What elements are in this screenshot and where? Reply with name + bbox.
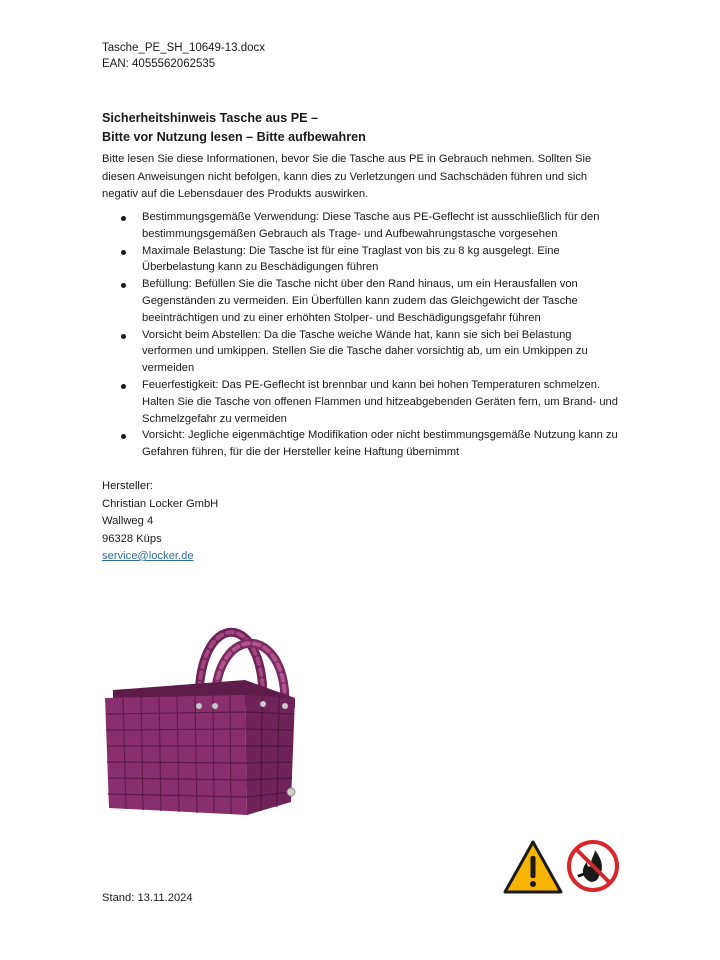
list-item-text: Vorsicht: Jegliche eigenmächtige Modifikation oder nicht bestimmungsgemäße Nutzung kann zu Gefahren führen, für die der Hersteller keine Haftung übernimmt xyxy=(142,429,618,459)
document-header xyxy=(102,40,265,72)
list-item xyxy=(102,209,622,243)
manufacturer-label: Hersteller: xyxy=(102,480,153,492)
bullet-icon xyxy=(121,216,126,221)
list-item xyxy=(102,276,622,326)
title-line-1: Sicherheitshinweis Tasche aus PE – xyxy=(102,111,319,125)
list-item-text: Bestimmungsgemäße Verwendung: Diese Tasche aus PE-Geflecht ist ausschließlich für den bestimmungsgemäßen Gebrauch als Trage- und Aufbewahrungstasche vorgesehen xyxy=(142,211,600,240)
bullet-icon xyxy=(121,250,126,255)
purple-woven-bag-photo xyxy=(95,620,315,820)
bullet-icon xyxy=(121,384,126,389)
list-item-text: Vorsicht beim Abstellen: Da die Tasche weiche Wände hat, kann sie sich bei Belastung verformen und umkippen. Stellen Sie die Tasche daher vorsichtig ab, um ein Umkippen zu vermeiden xyxy=(142,328,588,375)
manufacturer-city: 96328 Küps xyxy=(102,532,162,545)
document-footer: Stand: 13.11.2024 xyxy=(102,892,193,904)
file-name: Tasche_PE_SH_10649-13.docx xyxy=(102,42,266,54)
intro-paragraph: Bitte lesen Sie diese Informationen, bevor Sie die Tasche aus PE in Gebrauch nehmen. Sollten Sie diesen Anweisungen nicht befolgen, kann dies zu Verletzungen und Sachschäden führen und sich negativ auf die Lebensdauer des Produkts auswirken. xyxy=(102,153,592,200)
safety-icons xyxy=(503,840,623,896)
bullet-icon xyxy=(121,334,126,339)
title-line-2: Bitte vor Nutzung lesen – Bitte aufbewahren xyxy=(102,130,366,144)
list-item xyxy=(102,327,622,377)
manufacturer-street: Wallweg 4 xyxy=(102,515,154,527)
safety-list xyxy=(102,209,622,461)
list-item xyxy=(102,243,622,277)
manufacturer-company: Christian Locker GmbH xyxy=(102,497,219,510)
list-item-text: Feuerfestigkeit: Das PE-Geflecht ist brennbar und kann bei hohen Temperaturen schmelzen. Halten Sie die Tasche von offenen Flammen und hitzeabgebenden Geräten fern, um Brand- und Schmelzgefahr zu vermeiden xyxy=(142,378,618,425)
warning-triangle-icon xyxy=(505,842,561,892)
list-item xyxy=(102,427,622,461)
list-item xyxy=(102,377,622,427)
manufacturer-email-link[interactable]: service@locker.de xyxy=(102,550,194,562)
bullet-icon xyxy=(121,283,126,288)
list-item-text: Maximale Belastung: Die Tasche ist für eine Traglast von bis zu 8 kg ausgelegt. Eine Überbelastung kann zu Beschädigungen führen xyxy=(142,244,560,274)
ean-number: EAN: 4055562062535 xyxy=(102,58,216,70)
no-open-flame-icon xyxy=(569,842,617,890)
bullet-icon xyxy=(121,434,126,439)
manufacturer-block xyxy=(102,478,218,566)
document-title xyxy=(102,109,366,147)
list-item-text: Befüllung: Befüllen Sie die Tasche nicht über den Rand hinaus, um ein Herausfallen von Gegenständen zu vermeiden. Ein Überfüllen kann zudem das Gleichgewicht der Tasche beeinträchtigen und zu einer erhöhten Stolper- und Beschädigungsgefahr führen xyxy=(142,278,578,324)
